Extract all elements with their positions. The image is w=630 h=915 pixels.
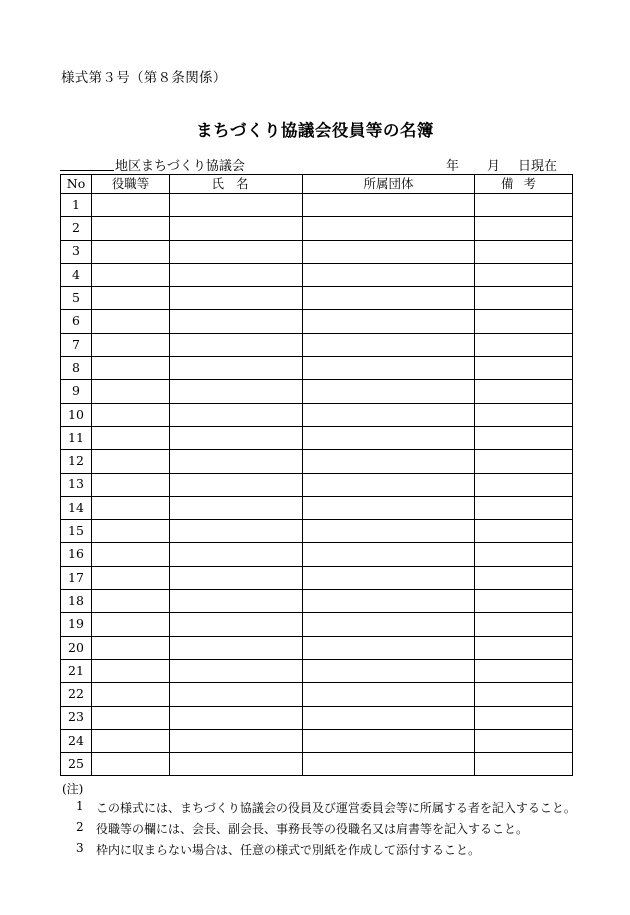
document-title: まちづくり協議会役員等の名簿 xyxy=(196,121,434,140)
district-name-blank[interactable] xyxy=(60,155,114,171)
remarks-cell[interactable] xyxy=(475,403,573,426)
position-cell[interactable] xyxy=(92,753,170,776)
table-row xyxy=(61,194,573,217)
remarks-cell[interactable] xyxy=(475,357,573,380)
table-row xyxy=(61,240,573,263)
remarks-cell[interactable] xyxy=(475,520,573,543)
table-row xyxy=(61,496,573,519)
position-cell[interactable] xyxy=(92,473,170,496)
remarks-cell[interactable] xyxy=(475,287,573,310)
affiliation-cell[interactable] xyxy=(303,659,475,682)
affiliation-cell[interactable] xyxy=(303,357,475,380)
row-number: 6 xyxy=(61,310,92,333)
remarks-cell[interactable] xyxy=(475,496,573,519)
name-cell[interactable] xyxy=(170,380,303,403)
remarks-cell[interactable] xyxy=(475,194,573,217)
name-cell[interactable] xyxy=(170,263,303,286)
name-cell[interactable] xyxy=(170,729,303,752)
affiliation-cell[interactable] xyxy=(303,520,475,543)
note-text: 役職等の欄には、会長、副会長、事務長等の役職名又は肩書等を記入すること。 xyxy=(96,822,529,836)
table-row xyxy=(61,217,573,240)
table-row xyxy=(61,473,573,496)
row-number: 2 xyxy=(61,217,92,240)
name-cell[interactable] xyxy=(170,357,303,380)
position-cell[interactable] xyxy=(92,659,170,682)
row-number: 4 xyxy=(61,263,92,286)
remarks-cell[interactable] xyxy=(475,310,573,333)
position-cell[interactable] xyxy=(92,636,170,659)
affiliation-cell[interactable] xyxy=(303,194,475,217)
row-number: 19 xyxy=(61,613,92,636)
affiliation-cell[interactable] xyxy=(303,729,475,752)
table-row xyxy=(61,450,573,473)
affiliation-cell[interactable] xyxy=(303,683,475,706)
name-cell[interactable] xyxy=(170,333,303,356)
position-cell[interactable] xyxy=(92,729,170,752)
table-row xyxy=(61,426,573,449)
affiliation-cell[interactable] xyxy=(303,473,475,496)
remarks-cell[interactable] xyxy=(475,473,573,496)
form-number: 様式第３号（第８条関係） xyxy=(61,70,227,86)
note-number: 1 xyxy=(76,799,84,813)
note-number: 2 xyxy=(76,820,84,834)
position-cell[interactable] xyxy=(92,357,170,380)
affiliation-cell[interactable] xyxy=(303,496,475,519)
name-cell[interactable] xyxy=(170,636,303,659)
affiliation-cell[interactable] xyxy=(303,380,475,403)
name-cell[interactable] xyxy=(170,450,303,473)
table-row xyxy=(61,310,573,333)
notes-heading: (注) xyxy=(62,782,84,796)
table-row xyxy=(61,263,573,286)
position-cell[interactable] xyxy=(92,333,170,356)
name-cell[interactable] xyxy=(170,426,303,449)
table-row xyxy=(61,287,573,310)
row-number: 24 xyxy=(61,729,92,752)
row-number: 16 xyxy=(61,543,92,566)
remarks-cell[interactable] xyxy=(475,450,573,473)
column-header-position: 役職等 xyxy=(92,175,170,194)
name-cell[interactable] xyxy=(170,683,303,706)
column-header-no: No xyxy=(61,175,92,194)
remarks-cell[interactable] xyxy=(475,333,573,356)
table-row xyxy=(61,566,573,589)
table-row xyxy=(61,403,573,426)
name-cell[interactable] xyxy=(170,403,303,426)
remarks-cell[interactable] xyxy=(475,590,573,613)
position-cell[interactable] xyxy=(92,263,170,286)
note-number: 3 xyxy=(76,841,84,855)
column-header-remarks: 備考 xyxy=(475,175,573,194)
table-row xyxy=(61,333,573,356)
remarks-cell[interactable] xyxy=(475,380,573,403)
table-row xyxy=(61,613,573,636)
affiliation-cell[interactable] xyxy=(303,590,475,613)
table-row xyxy=(61,636,573,659)
remarks-cell[interactable] xyxy=(475,729,573,752)
row-number: 5 xyxy=(61,287,92,310)
affiliation-cell[interactable] xyxy=(303,566,475,589)
date-month-label: 月 xyxy=(487,159,501,174)
affiliation-cell[interactable] xyxy=(303,240,475,263)
position-cell[interactable] xyxy=(92,590,170,613)
date-year-label: 年 xyxy=(446,159,460,174)
remarks-cell[interactable] xyxy=(475,706,573,729)
affiliation-cell[interactable] xyxy=(303,426,475,449)
table-row xyxy=(61,706,573,729)
affiliation-cell[interactable] xyxy=(303,333,475,356)
table-row xyxy=(61,753,573,776)
position-cell[interactable] xyxy=(92,380,170,403)
row-number: 13 xyxy=(61,473,92,496)
affiliation-cell[interactable] xyxy=(303,543,475,566)
name-cell[interactable] xyxy=(170,543,303,566)
row-number: 18 xyxy=(61,590,92,613)
remarks-cell[interactable] xyxy=(475,636,573,659)
name-cell[interactable] xyxy=(170,194,303,217)
row-number: 11 xyxy=(61,426,92,449)
remarks-cell[interactable] xyxy=(475,659,573,682)
table-row xyxy=(61,590,573,613)
table-row xyxy=(61,683,573,706)
affiliation-cell[interactable] xyxy=(303,217,475,240)
row-number: 9 xyxy=(61,380,92,403)
header-row xyxy=(60,155,572,173)
name-cell[interactable] xyxy=(170,310,303,333)
name-cell[interactable] xyxy=(170,240,303,263)
name-cell[interactable] xyxy=(170,520,303,543)
name-cell[interactable] xyxy=(170,473,303,496)
position-cell[interactable] xyxy=(92,683,170,706)
name-cell[interactable] xyxy=(170,613,303,636)
name-cell[interactable] xyxy=(170,287,303,310)
row-number: 20 xyxy=(61,636,92,659)
remarks-cell[interactable] xyxy=(475,217,573,240)
name-cell[interactable] xyxy=(170,659,303,682)
affiliation-cell[interactable] xyxy=(303,450,475,473)
position-cell[interactable] xyxy=(92,520,170,543)
table-header-row xyxy=(61,175,573,194)
row-number: 12 xyxy=(61,450,92,473)
row-number: 3 xyxy=(61,240,92,263)
table-row xyxy=(61,659,573,682)
affiliation-cell[interactable] xyxy=(303,636,475,659)
row-number: 22 xyxy=(61,683,92,706)
table-row xyxy=(61,380,573,403)
row-number: 14 xyxy=(61,496,92,519)
affiliation-cell[interactable] xyxy=(303,263,475,286)
name-cell[interactable] xyxy=(170,566,303,589)
row-number: 8 xyxy=(61,357,92,380)
position-cell[interactable] xyxy=(92,613,170,636)
column-header-name: 氏名 xyxy=(170,175,303,194)
affiliation-cell[interactable] xyxy=(303,287,475,310)
affiliation-cell[interactable] xyxy=(303,753,475,776)
remarks-cell[interactable] xyxy=(475,753,573,776)
position-cell[interactable] xyxy=(92,194,170,217)
remarks-cell[interactable] xyxy=(475,263,573,286)
position-cell[interactable] xyxy=(92,287,170,310)
table-row xyxy=(61,520,573,543)
remarks-cell[interactable] xyxy=(475,426,573,449)
row-number: 23 xyxy=(61,706,92,729)
affiliation-cell[interactable] xyxy=(303,403,475,426)
position-cell[interactable] xyxy=(92,706,170,729)
remarks-cell[interactable] xyxy=(475,613,573,636)
row-number: 17 xyxy=(61,566,92,589)
affiliation-cell[interactable] xyxy=(303,613,475,636)
date-day-label: 日現在 xyxy=(518,159,558,174)
table-row xyxy=(61,543,573,566)
row-number: 7 xyxy=(61,333,92,356)
name-cell[interactable] xyxy=(170,496,303,519)
position-cell[interactable] xyxy=(92,217,170,240)
district-council-label: 地区まちづくり協議会 xyxy=(115,159,245,174)
row-number: 25 xyxy=(61,753,92,776)
note-text: 枠内に収まらない場合は、任意の様式で別紙を作成して添付すること。 xyxy=(96,843,481,857)
position-cell[interactable] xyxy=(92,403,170,426)
position-cell[interactable] xyxy=(92,496,170,519)
table-row xyxy=(61,357,573,380)
position-cell[interactable] xyxy=(92,450,170,473)
position-cell[interactable] xyxy=(92,543,170,566)
remarks-cell[interactable] xyxy=(475,566,573,589)
roster-body xyxy=(61,194,573,776)
position-cell[interactable] xyxy=(92,426,170,449)
row-number: 21 xyxy=(61,659,92,682)
name-cell[interactable] xyxy=(170,590,303,613)
remarks-cell[interactable] xyxy=(475,240,573,263)
name-cell[interactable] xyxy=(170,753,303,776)
note-text: この様式には、まちづくり協議会の役員及び運営委員会等に所属する者を記入すること。 xyxy=(96,801,576,815)
row-number: 10 xyxy=(61,403,92,426)
row-number: 15 xyxy=(61,520,92,543)
position-cell[interactable] xyxy=(92,240,170,263)
row-number: 1 xyxy=(61,194,92,217)
affiliation-cell[interactable] xyxy=(303,706,475,729)
name-cell[interactable] xyxy=(170,706,303,729)
remarks-cell[interactable] xyxy=(475,683,573,706)
column-header-affiliation: 所属団体 xyxy=(303,175,475,194)
name-cell[interactable] xyxy=(170,217,303,240)
position-cell[interactable] xyxy=(92,310,170,333)
affiliation-cell[interactable] xyxy=(303,310,475,333)
position-cell[interactable] xyxy=(92,566,170,589)
table-row xyxy=(61,729,573,752)
roster-table xyxy=(60,174,573,776)
remarks-cell[interactable] xyxy=(475,543,573,566)
